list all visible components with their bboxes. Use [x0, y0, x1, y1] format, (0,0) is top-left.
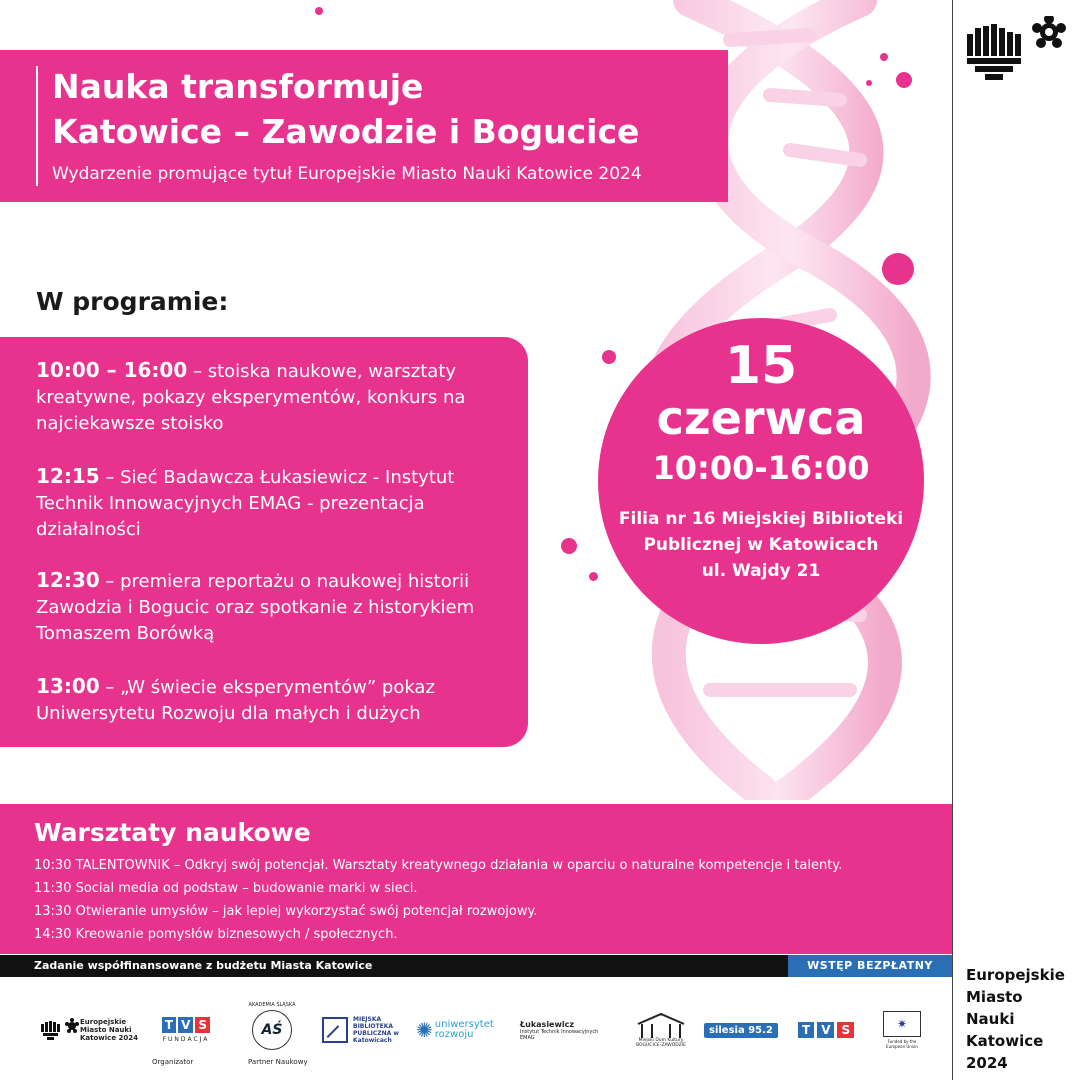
event-date-circle — [598, 318, 924, 644]
page-subtitle: Wydarzenie promujące tytuł Europejskie Miasto Nauki Katowice 2024 — [52, 164, 642, 184]
event-month: czerwca — [656, 391, 866, 445]
workshop-item: 11:30 Social media od podstaw – budowanie marki w sieci. — [34, 881, 418, 896]
program-item — [36, 673, 516, 727]
emn-small-icon — [40, 1018, 80, 1042]
event-day: 15 — [724, 336, 798, 396]
location-line-1: Filia nr 16 Miejskiej Biblioteki — [618, 509, 904, 529]
program-item — [36, 357, 516, 437]
partner-caption: Partner Naukowy — [248, 1058, 308, 1066]
logo-uniwersytet-rozwoju — [416, 1008, 506, 1052]
location-line-3: ul. Wajdy 21 — [701, 561, 821, 581]
eu-text: Funded by the European Union — [886, 1039, 918, 1049]
workshop-item: 14:30 Kreowanie pomysłów biznesowych / społecznych. — [34, 927, 398, 942]
mdk-house-icon — [634, 1012, 688, 1038]
mdk-text: Miejski Dom Kultury BOGUCICE-ZAWODZIE — [635, 1038, 687, 1048]
program-time: 12:15 — [36, 464, 100, 488]
header-divider — [36, 66, 38, 186]
uniwersytet-text: uniwersytet rozwoju — [434, 1019, 494, 1040]
biblioteka-text: MIEJSKA BIBLIOTEKA PUBLICZNA w Katowicach — [353, 1016, 399, 1044]
workshops-section — [0, 804, 952, 954]
program-text: – „W świecie eksperymentów” pokaz Uniwersytetu Rozwoju dla małych i dużych — [36, 677, 435, 724]
program-text: – Sieć Badawcza Łukasiewicz - Instytut Technik Innowacyjnych EMAG - prezentacja działalności — [36, 467, 455, 540]
decor-dot — [866, 80, 872, 86]
program-heading: W programie: — [36, 287, 229, 316]
logo-tvs-fundacja — [150, 1008, 222, 1052]
eu-flag-icon: ✷ — [883, 1011, 921, 1037]
free-entry-badge: WSTĘP BEZPŁATNY — [788, 955, 952, 977]
octopus-icon: ✺ — [416, 1018, 433, 1042]
logo-silesia — [704, 1008, 782, 1052]
header-banner — [0, 50, 728, 202]
title-line-2: Katowice – Zawodzie i Bogucice — [52, 112, 640, 151]
lukasiewicz-sub: Instytut Technik Innowacyjnych EMAG — [520, 1028, 599, 1041]
program-time: 13:00 — [36, 674, 100, 698]
akademia-emblem: AŚ — [252, 1010, 292, 1050]
logo-tvs: T V S — [798, 1008, 866, 1052]
logo-mdk — [630, 1008, 692, 1052]
workshops-title: Warsztaty naukowe — [34, 818, 311, 847]
workshop-item: 10:30 TALENTOWNIK – Odkryj swój potencjał. Warsztaty kreatywnego działania w oparciu o naturalne kompetencje i talenty. — [34, 858, 843, 873]
lukasiewicz-text: Łukasiewicz — [520, 1019, 575, 1029]
program-item — [36, 463, 516, 543]
tvs-letters: T V S — [162, 1017, 210, 1033]
event-hours: 10:00-16:00 — [652, 449, 870, 487]
organizer-caption: Organizator — [152, 1058, 194, 1066]
program-text: – stoiska naukowe, warsztaty kreatywne, pokazy eksperymentów, konkurs na najciekawsze stoisko — [36, 361, 466, 434]
title-line-1: Nauka transformuje — [52, 67, 424, 106]
side-line-4: Katowice — [966, 1032, 1044, 1050]
logo-biblioteka — [322, 1008, 404, 1052]
side-line-1: Europejskie — [966, 966, 1065, 984]
program-text: – premiera reportażu o naukowej historii Zawodzia i Bogucic oraz spotkanie z historykiem Tomaszem Borówką — [36, 571, 475, 644]
side-line-2: Miasto — [966, 988, 1023, 1006]
akademia-text: AKADEMIA ŚLĄSKA — [248, 1002, 296, 1008]
event-location — [598, 506, 924, 584]
side-brand-text — [966, 964, 1065, 1074]
decor-dot — [561, 538, 577, 554]
logo-emn-text: Europejskie Miasto Nauki Katowice 2024 — [80, 1018, 138, 1042]
funding-bar — [0, 955, 952, 977]
logo-akademia-slaska — [244, 1002, 300, 1052]
location-line-2: Publicznej w Katowicach — [643, 535, 879, 555]
logo-emn — [40, 1008, 144, 1052]
tvs-fundacja-text: FUNDACJA — [162, 1036, 210, 1043]
biblioteka-icon — [322, 1017, 348, 1043]
program-time: 10:00 – 16:00 — [36, 358, 188, 382]
decor-dot — [315, 7, 323, 15]
program-item — [36, 567, 516, 647]
program-box — [0, 337, 528, 747]
silesia-text: silesia 95.2 — [704, 1023, 778, 1038]
side-line-3: Nauki — [966, 1010, 1015, 1028]
decor-dot — [589, 572, 598, 581]
side-line-5: 2024 — [966, 1054, 1008, 1072]
funding-note: Zadanie współfinansowane z budżetu Miasta Katowice — [34, 959, 373, 972]
decor-dot — [880, 53, 888, 61]
logo-eu — [880, 1008, 924, 1052]
page-title — [52, 64, 639, 154]
decor-dot — [896, 72, 912, 88]
workshop-item: 13:30 Otwieranie umysłów – jak lepiej wykorzystać swój potencjał rozwojowy. — [34, 904, 538, 919]
emn-logo-icon — [965, 16, 1070, 86]
decor-dot — [882, 253, 914, 285]
side-divider — [952, 0, 953, 1080]
program-time: 12:30 — [36, 568, 100, 592]
logo-lukasiewicz — [520, 1008, 610, 1052]
